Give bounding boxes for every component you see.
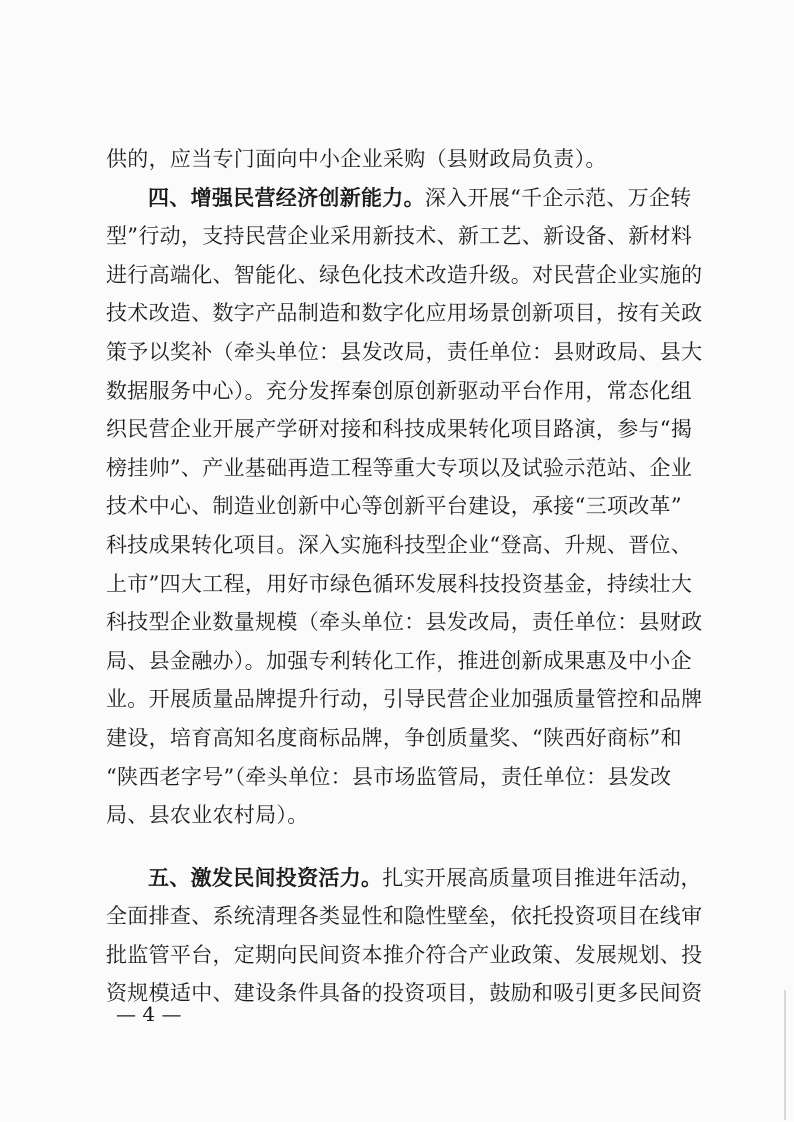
text-line: 批监管平台，定期向民间资本推介符合产业政策、发展规划、投 bbox=[106, 942, 703, 967]
text-line: 数据服务中心）。充分发挥秦创原创新驱动平台作用，常态化组 bbox=[106, 378, 692, 403]
text-line: 建设，培育高知名度商标品牌，争创质量奖、“陕西好商标”和 bbox=[106, 725, 682, 750]
paragraph-gap bbox=[106, 835, 726, 859]
text-line: 策予以奖补（牵头单位：县发改局，责任单位：县财政局、县大 bbox=[106, 339, 703, 364]
text-line: 供的，应当专门面向中小企业采购（县财政局负责）。 bbox=[106, 147, 607, 171]
body-text bbox=[106, 140, 726, 1013]
scan-edge-mark bbox=[784, 990, 786, 1120]
text-line: 资规模适中、建设条件具备的投资项目，鼓励和吸引更多民间资 bbox=[106, 981, 703, 1006]
text-line: 榜挂帅”、产业基础再造工程等重大专项以及试验示范站、企业 bbox=[106, 455, 693, 480]
text-line: 型”行动，支持民营企业采用新技术、新工艺、新设备、新材料 bbox=[106, 224, 693, 249]
text-line: 织民营企业开展产学研对接和科技成果转化项目路演，参与“揭 bbox=[106, 417, 693, 442]
text-line: 全面排查、系统清理各类显性和隐性壁垒，依托投资项目在线审 bbox=[106, 904, 703, 929]
section-5-heading: 五、激发民间投资活力。 bbox=[148, 864, 383, 890]
text-line: 局、县农业农村局）。 bbox=[106, 803, 309, 828]
section-5-first-text: 扎实开展高质量项目推进年活动， bbox=[382, 865, 702, 890]
text-line: 技术改造、数字产品制造和数字化应用场景创新项目，按有关政 bbox=[106, 301, 703, 326]
text-line: “陕西老字号”（牵头单位：县市场监管局，责任单位：县发改 bbox=[106, 764, 672, 789]
text-line: 科技型企业数量规模（牵头单位：县发改局，责任单位：县财政 bbox=[106, 610, 703, 635]
section-4-first-line bbox=[106, 179, 726, 218]
text-line: 进行高端化、智能化、绿色化技术改造升级。对民营企业实施的 bbox=[106, 262, 703, 287]
text-line: 技术中心、制造业创新中心等创新平台建设，承接“三项改革” bbox=[106, 494, 682, 519]
text-line: 上市”四大工程，用好市绿色循环发展科技投资基金，持续壮大 bbox=[106, 571, 693, 596]
text-line: 业。开展质量品牌提升行动，引导民营企业加强质量管控和品牌 bbox=[106, 687, 703, 712]
text-line: 科技成果转化项目。深入实施科技型企业“登高、升规、晋位、 bbox=[106, 532, 693, 557]
section-4-first-text: 深入开展“千企示范、万企转 bbox=[424, 185, 692, 210]
page-number: — 4 — bbox=[116, 1002, 182, 1026]
section-4-heading: 四、增强民营经济创新能力。 bbox=[148, 184, 425, 210]
section-5-first-line bbox=[106, 859, 726, 898]
text-line: 局、县金融办）。加强专利转化工作，推进创新成果惠及中小企 bbox=[106, 648, 692, 673]
